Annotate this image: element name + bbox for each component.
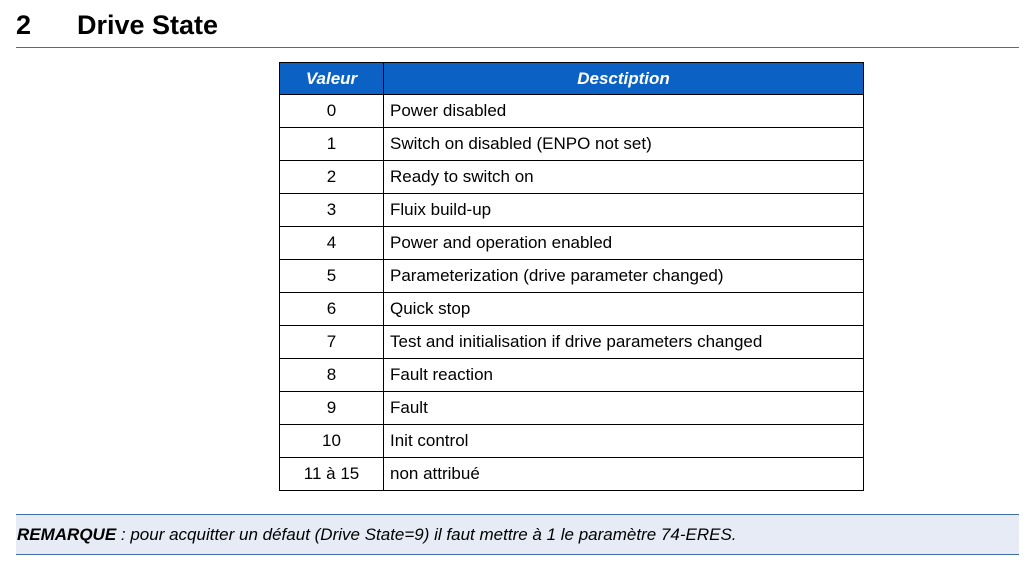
table-row: [280, 95, 864, 128]
cell-value: 6: [280, 293, 384, 326]
cell-description: Power disabled: [384, 95, 864, 128]
table-row: [280, 128, 864, 161]
table-row: [280, 161, 864, 194]
cell-description: Test and initialisation if drive parameters changed: [384, 326, 864, 359]
cell-value: 0: [280, 95, 384, 128]
cell-description: Fluix build-up: [384, 194, 864, 227]
cell-value: 8: [280, 359, 384, 392]
table-row: [280, 227, 864, 260]
table-row: [280, 260, 864, 293]
cell-description: Ready to switch on: [384, 161, 864, 194]
section-title: Drive State: [77, 10, 219, 40]
cell-value: 10: [280, 425, 384, 458]
table-row: [280, 293, 864, 326]
cell-value: 9: [280, 392, 384, 425]
cell-value: 1: [280, 128, 384, 161]
drive-state-table: [279, 62, 864, 491]
table-row: [280, 326, 864, 359]
cell-value: 5: [280, 260, 384, 293]
table-header-row: [280, 63, 864, 95]
cell-value: 11 à 15: [280, 458, 384, 491]
remark-label: REMARQUE: [17, 525, 117, 544]
table-row: [280, 425, 864, 458]
cell-value: 2: [280, 161, 384, 194]
cell-description: Fault: [384, 392, 864, 425]
remark-note: [16, 514, 1019, 555]
cell-description: Power and operation enabled: [384, 227, 864, 260]
table-row: [280, 458, 864, 491]
cell-description: Switch on disabled (ENPO not set): [384, 128, 864, 161]
section-heading: [16, 8, 1019, 48]
cell-description: Quick stop: [384, 293, 864, 326]
cell-description: non attribué: [384, 458, 864, 491]
table-row: [280, 359, 864, 392]
cell-description: Init control: [384, 425, 864, 458]
cell-description: Fault reaction: [384, 359, 864, 392]
cell-description: Parameterization (drive parameter changed): [384, 260, 864, 293]
column-header-description: Desctiption: [384, 63, 864, 95]
table-row: [280, 194, 864, 227]
cell-value: 3: [280, 194, 384, 227]
cell-value: 4: [280, 227, 384, 260]
column-header-value: Valeur: [280, 63, 384, 95]
table-row: [280, 392, 864, 425]
remark-text: : pour acquitter un défaut (Drive State=9) il faut mettre à 1 le paramètre 74-ERES.: [116, 525, 737, 544]
cell-value: 7: [280, 326, 384, 359]
section-number: 2: [16, 10, 32, 40]
